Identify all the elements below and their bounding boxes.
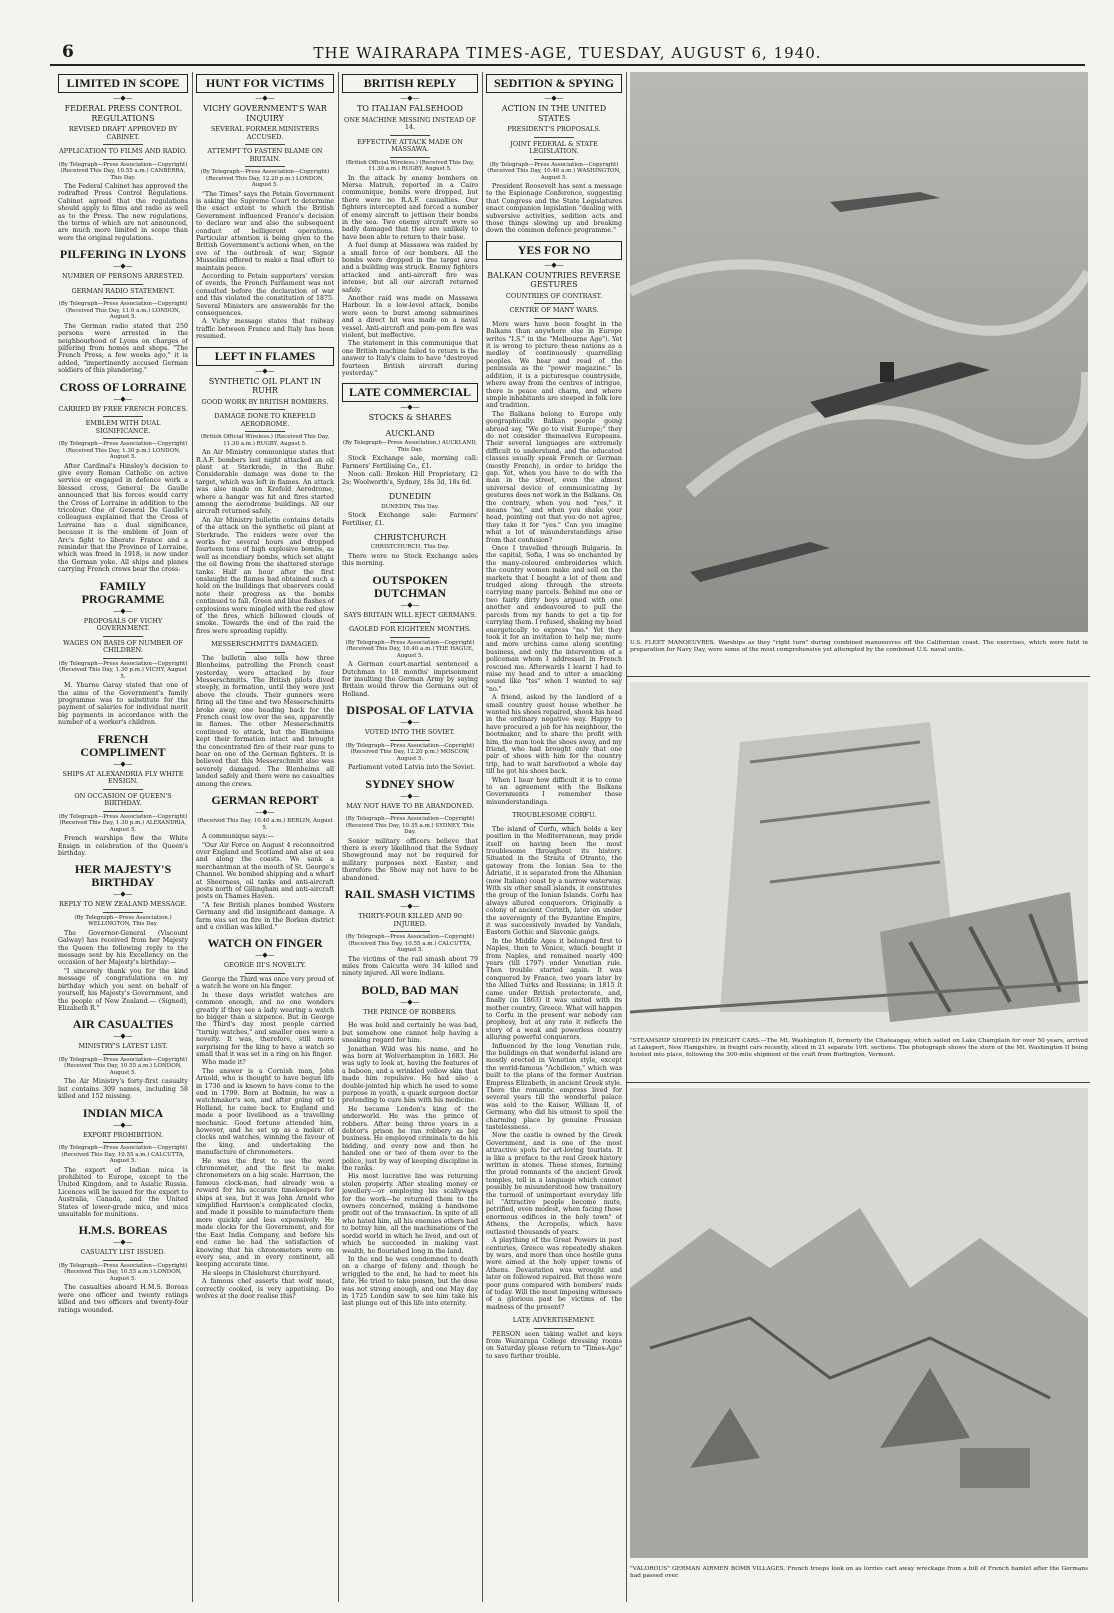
article-body bbox=[486, 321, 622, 806]
article-paragraph: The Air Ministry's forty-first casualty list contains 309 names, including 58 killed and 152 missing. bbox=[58, 1078, 188, 1101]
article-credit: (By Telegraph—Press Association—Copyright) (Received This Day, 10.35 a.m.) SYDNEY, This Day. bbox=[345, 816, 475, 836]
article-deck: THIRTY-FOUR KILLED AND 90 INJURED. bbox=[358, 912, 462, 928]
article bbox=[58, 1224, 188, 1314]
photo-caption-fleet: U.S. FLEET MANOEUVRES. Warships as they "right turn" during combined manoeuvres off the Californian coast. The exercises, which were held in preparation for Navy Day, were some of the most comprehensive yet attempted by the combined U.S. naval units. bbox=[630, 640, 1088, 653]
article-paragraph: After Cardinal's Hinsley's decision to give every Roman Catholic on active service or engaged in defence work a blessed cross, General De Gaulle announced that his forces would carry the Cross of Lorraine in addition to the tricolour. One of General De Gaulle's colleagues explained that the Cross of Lorraine has a dual significance, because it is the emblem of Joan of Arc's fight to liberate France and a reminder that the Province of Lorraine, which was freed in 1918, is now under the German yoke. All ships and planes carrying French crews bear the cross. bbox=[58, 462, 188, 574]
article-deck: APPLICATION TO FILMS AND RADIO. bbox=[59, 147, 187, 155]
article-body bbox=[342, 764, 478, 771]
thin-rule bbox=[534, 318, 574, 319]
article-deck: COUNTRIES OF CONTRAST. bbox=[505, 291, 603, 300]
article-deck: SHIPS AT ALEXANDRIA FLY WHITE ENSIGN. bbox=[62, 769, 184, 786]
thin-rule bbox=[390, 813, 430, 814]
article-deck: PROPOSALS OF VICHY GOVERNMENT. bbox=[83, 616, 163, 633]
article-deck: SAYS BRITAIN WILL EJECT GERMANS. bbox=[343, 610, 477, 619]
article-deck: GERMAN RADIO STATEMENT. bbox=[71, 286, 175, 295]
article-headline: FAMILY PROGRAMME bbox=[81, 578, 165, 606]
article-headline: HER MAJESTY'S BIRTHDAY bbox=[74, 862, 172, 890]
ornament-divider: —◆— bbox=[400, 997, 420, 1006]
article-paragraph: He became London's king of the underworld. He was the prince of robbers. After being three years in a debtor's prison he ran robbery as big business. He employed criminals to do his bidding, and every now and then he handed one or two of them over to the police, just by way of keeping discipline in the ranks. bbox=[342, 1105, 478, 1173]
article-body bbox=[486, 826, 622, 1311]
article-body bbox=[58, 1167, 188, 1219]
photo-fleet-manoeuvres bbox=[630, 72, 1088, 632]
article-deck: MESSERSCHMITTS DAMAGED. bbox=[211, 640, 319, 649]
ornament-divider: —◆— bbox=[255, 808, 275, 817]
thin-rule bbox=[534, 823, 574, 824]
article-paragraph: When I hear how difficult it is to come to an agreement with the Balkans Governments I remember these misunderstandings. bbox=[486, 776, 622, 806]
ornament-divider: —◆— bbox=[113, 1120, 133, 1129]
article bbox=[58, 1107, 188, 1219]
article-paragraph: Another raid was made on Massawa Harbour. In a low-level attack, bombs were seen to burst among submarines and a direct hit was made on a naval vessel. Anti-aircraft and pom-pom fire was violent, but ineffective. bbox=[342, 295, 478, 340]
article-credit: (Received This Day, 10.40 a.m.) BERLIN, August 5. bbox=[197, 818, 333, 831]
article bbox=[58, 248, 188, 374]
article-credit: (By Telegraph—Press Association—Copyright) (Received This Day, 10.55 a.m.) LONDON, August 5. bbox=[58, 1262, 188, 1282]
article-headline: LATE COMMERCIAL bbox=[342, 383, 478, 402]
masthead bbox=[50, 40, 1085, 66]
thin-rule bbox=[390, 931, 430, 932]
article-paragraph: The Balkans belong to Europe only geographically. Balkan people going abroad say, "We go to visit Europe;" they do not consider themselves Europeans. Their several languages are extremely difficult to understand, and the educated classes usually speak French or German (mostly French), in order to bridge the gap. Yet, when you have to do with the man in the street, even the almost universal device of communicating by gestures does not work in the Balkans. On the contrary, when you nod "yes," it means "no," and when you shake your head, pointing out that you do not agree, they take it for "yes." Can you imagine what a lot of misunderstandings arise from that confusion? bbox=[486, 410, 622, 544]
article-credit: (By Telegraph—Press Association—Copyright) (Received This Day, 1.30 p.m.) LONDON, August 5. bbox=[58, 441, 188, 461]
article-body bbox=[58, 930, 188, 1012]
article-headline: WATCH ON FINGER bbox=[207, 936, 323, 951]
article-body bbox=[342, 1022, 478, 1307]
article-deck: ONE MACHINE MISSING INSTEAD OF 14. bbox=[343, 115, 476, 131]
article bbox=[486, 74, 622, 235]
article-paragraph: In the Middle Ages it belonged first to Naples, then to Venice, which bought it from Naples, and remained nearly 400 years (till 1797) under Venetian rule. Then trouble started again. It was conquered by France, two years later by the Allied Turks and Russians; in 1815 it came under British protectorate, and, finally (in 1863) it was united with its mother country, Greece. What will happen to Corfu in the present war nobody can prophesy, but at any rate it reflects the story of a weak and powerless country alluring powerful conquerors. bbox=[486, 937, 622, 1042]
article bbox=[342, 533, 478, 568]
article-headline: RAIL SMASH VICTIMS bbox=[344, 887, 476, 902]
article-body bbox=[196, 833, 334, 931]
article bbox=[58, 580, 188, 727]
article-paragraph: An Air Ministry communique states that R.A.F. bombers last night attacked an oil plant at Sterkrade, in the Ruhr. Considerable damage was done to the target, which was left in flames. An attack was also made on Krefeld Aerodrome, where a hangar was hit and fires started among the aerodrome buildings. All our aircraft returned safely. bbox=[196, 449, 334, 516]
article-deck: CARRIED BY FREE FRENCH FORCES. bbox=[58, 404, 188, 413]
article-paragraph: Stock Exchange sale, morning call: Farmers' Fertilising Co., £1. bbox=[342, 455, 478, 470]
article-paragraph: A communique says:— bbox=[202, 833, 274, 841]
article-deck: LATE ADVERTISEMENT. bbox=[512, 1316, 596, 1325]
article bbox=[58, 1018, 188, 1100]
photo-steamship bbox=[630, 682, 1088, 1032]
article-paragraph: The Federal Cabinet has approved the redrafted Press Control Regulations. Cabinet agreed that the regulations should apply to films and radio as well as to the Press. The new regulations, the terms of which are not announced, are much more limited in scope than were the original regulations. bbox=[58, 183, 188, 242]
article-subhead: STOCKS & SHARES bbox=[368, 413, 452, 423]
article-headline: PILFERING IN LYONS bbox=[59, 247, 187, 262]
article-deck: TROUBLESOME CORFU. bbox=[512, 811, 596, 820]
article-subhead: VICHY GOVERNMENT'S WAR INQUIRY bbox=[203, 104, 327, 123]
article-paragraph: "Our Air Force on August 4 reconnoitred over England and Scotland and also at sea and along the coasts. We sank a merchantman at the mouth of St. George's Channel. We bombed shipping and a wharf at Sheerness, oil tanks and anti-aircraft posts north of Gillingham and anti-aircraft posts on Thames Haven. bbox=[196, 841, 334, 901]
article-credit: (By Telegraph—Press Association—Copyright) (Received This Day, 11.0 a.m.) LONDON, August 5. bbox=[58, 301, 188, 321]
article bbox=[486, 1317, 622, 1360]
article-headline: SEDITION & SPYING bbox=[486, 74, 622, 93]
ornament-divider: —◆— bbox=[255, 94, 275, 102]
ornament-divider: —◆— bbox=[400, 600, 420, 609]
article bbox=[196, 641, 334, 788]
ornament-divider: —◆— bbox=[544, 260, 564, 269]
article-paragraph: Now the castle is owned by the Greek Government, and is one of the most attractive spots for art-loving tourists. It is like a preface to the real Greek history written in stones. These stones, forming the proud remnants of the ancient Greek temples, tell in a language which cannot possibly be misunderstood how transitory the turmoil of unimportant everyday life is! "Attractive people become mute, petrified, even modest, when facing those enormous edifices in the holy town" of Athens, the Acropolis, which have outlasted thousands of years. bbox=[486, 1132, 622, 1236]
article-credit: (By Telegraph—Press Association—Copyright) (Received This Day, 1.30 p.m.) ALEXANDRIA, August 5. bbox=[58, 813, 188, 833]
thin-rule bbox=[103, 811, 143, 812]
thin-rule bbox=[103, 658, 143, 659]
article-credit: (By Telegraph—Press Association.) WELLINGTON, This Day. bbox=[74, 914, 172, 928]
article-body bbox=[58, 682, 188, 726]
article-paragraph: The casualties aboard H.M.S. Boreas were one officer and twenty ratings killed and two officers and twenty-four ratings wounded. bbox=[58, 1284, 188, 1314]
article-body bbox=[196, 449, 334, 635]
article-paragraph: There were no Stock Exchange sales this morning. bbox=[342, 552, 478, 568]
article-deck: EFFECTIVE ATTACK MADE ON MASSAWA. bbox=[357, 137, 463, 153]
article bbox=[58, 74, 188, 242]
ornament-divider: —◆— bbox=[400, 791, 420, 800]
article bbox=[196, 74, 334, 341]
article-body bbox=[342, 956, 478, 978]
ornament-divider: —◆— bbox=[113, 94, 133, 102]
article-headline: FRENCH COMPLIMENT bbox=[80, 731, 166, 759]
article-paragraph: According to Petain supporters' version of events, the French Parliament was not consulted before the declaration of war and this violated the constitution of 1875. Several Ministers are answerable for the consequences. bbox=[196, 272, 334, 317]
article-body bbox=[58, 835, 188, 857]
article-headline: DISPOSAL OF LATVIA bbox=[346, 703, 474, 718]
article-body bbox=[58, 183, 188, 242]
article-paragraph: President Roosevelt has sent a message to the Espionage Conference, suggesting that Congress and the State Legislatures enact companion legislation "dealing with subversive activities, sedition acts and those things slowing up and breaking down the common defence programme." bbox=[486, 183, 622, 235]
article-headline: LIMITED IN SCOPE bbox=[58, 74, 188, 93]
article-credit: (By Telegraph—Press Association—Copyright) (Received This Day, 1.30 p.m.) VICHY, August 5. bbox=[58, 660, 188, 680]
article-deck: CENTRE OF MANY WARS. bbox=[509, 306, 599, 315]
column-rule bbox=[192, 72, 193, 1602]
article-headline: GERMAN REPORT bbox=[211, 793, 319, 808]
ornament-divider: —◆— bbox=[400, 902, 420, 911]
article-credit: (By Telegraph—Press Association—Copyright) (Received This Day, 12.20 p.m.) MOSCOW, August 5. bbox=[345, 742, 475, 762]
article-credit: (By Telegraph—Press Association—Copyright) (Received This Day, 10.55 a.m.) CALCUTTA, August 5. bbox=[345, 934, 475, 954]
article bbox=[342, 429, 478, 486]
article-credit: (By Telegraph—Press Association—Copyright) (Received This Day, 10.55 a.m.) CANBERRA, This Day. bbox=[58, 161, 188, 181]
article-paragraph: The victims of the rail smash about 79 miles from Calcutta were 34 killed and ninety injured. All were Indians. bbox=[342, 955, 478, 978]
thin-rule bbox=[245, 409, 285, 410]
article-paragraph: A fuel dump at Massawa was raided by a small force of our bombers. All the bombs were dropped in the target area and a building was struck. Enemy fighters attacked and anti-aircraft fire was intense, but all our aircraft returned safely. bbox=[342, 242, 478, 294]
article-paragraph: The German radio stated that 250 persons were arrested in the neighbourhood of Lyons on charges of pilfering from homes and shops. "The French Press, a few weeks ago," it is added, "impertinently accused German soldiers of this plundering." bbox=[58, 322, 188, 375]
article-body bbox=[342, 455, 478, 486]
article bbox=[342, 704, 478, 771]
ornament-divider: —◆— bbox=[113, 890, 133, 899]
article-paragraph: More wars have been fought in the Balkans than anywhere else in Europe writes "I.S." in the "Melbourne Age"). Yet it is wrong to picture these nations as a medley of continuously quarrelling peoples. We hear and read of the peninsula as the "power magazine." In addition, it is a picturesque countryside, where away from the centres of intrigue, there is peace and charm, and where simple inhabitants are steeped in folk lore and tradition. bbox=[486, 320, 622, 410]
article-paragraph: Jonathan Wild was his name, and he was born at Wolverhampton in 1683. He was ugly to look at, having the features of a baboon, and a wrinkled yellow skin that made him repulsive. He had also a double-jointed hip which he used to some purpose in youth, a quack surgeon doctor pretending to cure him with his medicine. bbox=[342, 1045, 478, 1105]
column-3 bbox=[342, 72, 478, 1602]
article-headline: BRITISH REPLY bbox=[342, 74, 478, 93]
article-deck: THE PRINCE OF ROBBERS. bbox=[363, 1007, 457, 1016]
article-paragraph: "I sincerely thank you for the kind message of congratulations on my birthday which you sent on behalf of yourself, his Majesty's Government, and the people of New Zealand.— (Signed), Elizabeth R." bbox=[58, 967, 188, 1012]
article-headline: YES FOR NO bbox=[486, 241, 622, 260]
article bbox=[342, 778, 478, 882]
article-deck: JOINT FEDERAL & STATE LEGISLATION. bbox=[510, 139, 598, 155]
thin-rule bbox=[245, 431, 285, 432]
article bbox=[196, 794, 334, 931]
article-paragraph: A friend, asked by the landlord of a small country guest house whether he wanted his shoes repaired, shook his head in the ordinary negative way. Happy to have procured a job for his neighbour, the bootmaker, and to share the profit with him, the man took the shoes away, and my friend, who had brought only that one pair of shoes with him for the country trip, had to wait barefooted a whole day till he got his shoes back. bbox=[486, 694, 622, 776]
thin-rule bbox=[390, 740, 430, 741]
thin-rule bbox=[245, 652, 285, 653]
article bbox=[342, 574, 478, 699]
ornament-divider: —◆— bbox=[400, 94, 420, 102]
article-paragraph: M. Ybarne Garay stated that one of the aims of the Government's family programme was to substitute for the payment of salaries for individual merit big payments in accordance with the number of a worker's children. bbox=[58, 682, 188, 727]
article-body bbox=[486, 183, 622, 235]
thin-rule bbox=[103, 1260, 143, 1261]
ornament-divider: —◆— bbox=[113, 394, 133, 403]
article bbox=[342, 74, 478, 377]
article-paragraph: A German court-martial sentenced a Dutchman to 18 months' imprisonment for insulting the German Army by saying Britain would throw the Germans out of Holland. bbox=[342, 661, 478, 698]
article-paragraph: PERSON seen taking wallet and keys from Wairarapa College dressing rooms on Saturday please return to "Times-Age" to save further trouble. bbox=[486, 1330, 622, 1360]
article-headline: CROSS OF LORRAINE bbox=[59, 379, 187, 394]
article-subhead: AUCKLAND bbox=[385, 428, 435, 438]
article-paragraph: Noon call: Broken Hill Proprietary, £2 2s; Woolworth's, Sydney, 18s 3d, 18s 6d. bbox=[342, 471, 478, 486]
thin-rule bbox=[103, 159, 143, 160]
photo-caption-villages: "VALOROUS" GERMAN AIRMEN BOMB VILLAGES. French troops look on as lorries cart away wreckage from a bill of French hamlet after the Germans had passed over. bbox=[630, 1566, 1088, 1579]
article-deck: MAY NOT HAVE TO BE ABANDONED. bbox=[346, 801, 474, 810]
article-headline: INDIAN MICA bbox=[82, 1105, 164, 1120]
article bbox=[58, 381, 188, 574]
article-deck: SEVERAL FORMER MINISTERS ACCUSED. bbox=[210, 125, 320, 141]
article-credit: (By Telegraph—Press Association—Copyright) (Received This Day, 10.40 a.m.) THE HAGUE, August 5. bbox=[345, 639, 475, 659]
article-body bbox=[342, 175, 478, 378]
article-credit: (By Telegraph—Press Association—Copyright) (Received This Day, 10.55 a.m.) LONDON, August 5. bbox=[58, 1056, 188, 1076]
article bbox=[342, 383, 478, 423]
photo-bombed-village bbox=[630, 1088, 1088, 1558]
thin-rule bbox=[245, 973, 285, 974]
article-subhead: CHRISTCHURCH bbox=[373, 532, 447, 542]
article-paragraph: The statement in this communique that one British machine failed to return is the answer to Italy's claim to have "destroyed fourteen British aircraft during yesterday." bbox=[342, 340, 478, 378]
article-paragraph: The export of Indian mica is prohibited to Europe, except to the United Kingdom, and to Asiatic Russia. Licences will be issued for the export to Australia, Canada, and the United States of lower-grade mica, and mica unsuitable for munitions. bbox=[58, 1166, 188, 1218]
article-body bbox=[58, 323, 188, 375]
article bbox=[486, 812, 622, 1311]
article-deck: ATTEMPT TO FASTEN BLAME ON BRITAIN. bbox=[207, 147, 323, 163]
ornament-divider: —◆— bbox=[113, 759, 133, 768]
ornament-divider: —◆— bbox=[400, 403, 420, 412]
article-headline: SYDNEY SHOW bbox=[365, 776, 455, 791]
article-headline: OUTSPOKEN DUTCHMAN bbox=[372, 572, 448, 600]
thin-rule bbox=[103, 912, 143, 913]
article-credit: (British Official Wireless.) (Received This Day, 11.30 a.m.) RUGBY, August 5. bbox=[200, 434, 330, 447]
column-1 bbox=[58, 72, 188, 1602]
article-paragraph: Who made it? bbox=[202, 1059, 246, 1067]
article-deck: EMBLEM WITH DUAL SIGNIFICANCE. bbox=[85, 419, 161, 435]
article bbox=[342, 492, 478, 527]
article-paragraph: The bulletin also tells how three Blenheims, patrolling the French coast yesterday, were attacked by four Messerschmitts. The British pilots dived steeply, in formation, until they were just above the clouds. Their gunners were firing all the time and two Messerschmitts broke away, one heading back for the French coast low over the sea, apparently in flames. The other Messerschmitts continued to attack, but the Blenheims kept their formation intact and brought the concentrated fire of their rear guns to bear on one of the German fighters. It is believed that this Messerschmitt also was severely damaged. The Blenheims all landed safely and there were no casualties among the crews. bbox=[196, 654, 334, 788]
column-rule bbox=[626, 72, 627, 1602]
article-deck: GAOLED FOR EIGHTEEN MONTHS. bbox=[348, 625, 472, 634]
article-body bbox=[342, 661, 478, 698]
article-paragraph: Once I travelled through Bulgaria. In the capital, Sofia, I was so enchanted by the many-coloured embroideries which the country women make and sell on the markets that I bought a lot of them and trudged along through the streets carrying many parcels. Behind me one or two fairly dirty boys argued with one another and endeavoured to pull the parcels from my hands to get a tip for carrying them. I refused, shaking my head energetically to express "no." Yet they took it for an invitation to help me; more and more urchins came along scenting business, and only the intervention of a policeman whom I addressed in French rescued me. Afterwards I learnt I had to raise my head and to utter a smacking sound like "tss" when I wanted to say "no." bbox=[486, 545, 622, 693]
thin-rule bbox=[534, 1328, 574, 1329]
article-deck: EXPORT PROHIBITION. bbox=[82, 1130, 163, 1139]
article-paragraph: He was the first to use the word chronometer, and the first to make chronometers on a big scale. Harrison, the famous clock-man, had already won a reward for his accurate timekeepers for ships at sea, but it was John Arnold who simplified Harrison's complicated clocks, and made it possible to manufacture them more quickly and less expensively. He made clocks for the Government, and for the East India Company, and before his end came he had the satisfaction of knowing that his chronometers were on every sea, and in every continent, all keeping accurate time. bbox=[196, 1157, 334, 1269]
thin-rule bbox=[390, 622, 430, 623]
section-rule bbox=[626, 1082, 1090, 1083]
article-body bbox=[58, 1078, 188, 1100]
article-body bbox=[58, 463, 188, 574]
thin-rule bbox=[534, 303, 574, 304]
article-paragraph: He was bold and certainly he was bad, but somehow one cannot help having a sneaking regard for him. bbox=[342, 1022, 478, 1045]
article bbox=[342, 984, 478, 1308]
thin-rule bbox=[103, 636, 143, 637]
article-deck: CASUALTY LIST ISSUED. bbox=[80, 1248, 166, 1257]
thin-rule bbox=[245, 166, 285, 167]
article-deck: GEORGE III'S NOVELTY. bbox=[223, 961, 307, 970]
thin-rule bbox=[390, 1019, 430, 1020]
article-paragraph: Senior military officers believe that there is every likelihood that the Sydney Showground may not be required for military purposes next Easter, and therefore the Show may not have to be abandoned. bbox=[342, 837, 478, 882]
article-subhead: ACTION IN THE UNITED STATES bbox=[501, 104, 607, 123]
article-subhead: SYNTHETIC OIL PLANT IN RUHR bbox=[208, 376, 322, 396]
ornament-divider: —◆— bbox=[400, 718, 420, 727]
column-rule bbox=[338, 72, 339, 1602]
thin-rule bbox=[103, 284, 143, 285]
article-subhead: FEDERAL PRESS CONTROL REGULATIONS bbox=[64, 104, 182, 123]
article-deck: GOOD WORK BY BRITISH BOMBERS. bbox=[201, 397, 329, 406]
article bbox=[58, 733, 188, 858]
article bbox=[196, 937, 334, 1300]
article-body bbox=[342, 838, 478, 882]
article-paragraph: The answer is a Cornish man, John Arnold, who is thought to have begun life in 1736 and is known to have come to the end in 1799. Born at Bodmin, he was a watchmaker's son, and after going off to Holland, he came back to England and made a poor livelihood as a travelling mechanic. Good fortune attended him, however, and he set up as a maker of clocks and watches, winning the favour of the king, and undertaking the manufacture of chronometers. bbox=[196, 1067, 334, 1157]
photo-caption-steamship: "STEAMSHIP SHIPPED IN FREIGHT CARS.—The Mt. Washington II, formerly the Chateaugay, which sailed on Lake Champlain for over 50 years, arrived at Lakeport, New Hampshire, in freight cars recently, sliced in 21 separate 10ft. sections. The photograph shows the stern of the Mt. Washington II being hoisted into place, following the 300-mile shipment of the craft from Burlington, Vermont. bbox=[630, 1038, 1088, 1058]
article-headline: AIR CASUALTIES bbox=[72, 1017, 174, 1032]
article-subhead: DUNEDIN bbox=[388, 492, 432, 502]
ornament-divider: —◆— bbox=[113, 606, 133, 615]
section-rule bbox=[626, 676, 1090, 677]
article-paragraph: Parliament voted Latvia into the Soviet. bbox=[348, 764, 475, 772]
thin-rule bbox=[103, 298, 143, 299]
thin-rule bbox=[103, 416, 143, 417]
article bbox=[486, 241, 622, 806]
article-paragraph: A plaything of the Great Powers in past centuries, Greece was repeatedly shaken by wars, and more than once hostile guns were aimed at the holy upper towns of Athens. Devastation was wrought and later on followed repaired. But those were poor guns compared with bombers' raids of today. Will the most imposing witnesses of a glorious past be victims of the madness of the present? bbox=[486, 1237, 622, 1311]
thin-rule bbox=[390, 637, 430, 638]
article bbox=[196, 347, 334, 636]
article-body bbox=[342, 512, 478, 527]
article-credit: CHRISTCHURCH, This Day. bbox=[370, 544, 450, 551]
article-paragraph: In the end he was condemned to death on a charge of felony and though he wriggled to the end, he had to meet his fate. He tried to take poison, but the dose was not strong enough, and one May day in 1725 London saw to see him take his last plunge out of this life into eternity. bbox=[342, 1255, 478, 1308]
thin-rule bbox=[103, 438, 143, 439]
thin-rule bbox=[390, 157, 430, 158]
article-paragraph: In the attack by enemy bombers on Mersa Matruh, reported in a Cairo communique, bombs were dropped, but there were no R.A.F. casualties. Our fighters intercepted and forced a number of enemy aircraft to jettison their bombs in the sea. Two enemy aircraft were so badly damaged that they are unlikely to have been able to return to their base. bbox=[342, 174, 478, 241]
article-credit: (By Telegraph—Press Association—Copyright) (Received This Day, 10.55 a.m.) CALCUTTA, August 5. bbox=[58, 1145, 188, 1165]
article-paragraph: An Air Ministry bulletin contains details of the attack on the synthetic oil plant at Sterkrade. The raiders were over the works for several hours and dropped fourteen tons of high explosive bombs, as well as incendiary bombs, which set alight the oil flowing from the shattered storage tanks. Half an hour after the first onslaught the flames had obtained such a hold on the buildings that observers could note their progress as the bombs continued to fall. Green and blue flashes of explosions were mingled with the red glow of the fires, which billowed clouds of smoke. Towards the end of the raid the fires were spreading rapidly. bbox=[196, 516, 334, 635]
article-deck: WAGES ON BASIS OF NUMBER OF CHILDREN. bbox=[63, 638, 183, 655]
article-deck: PRESIDENT'S PROPOSALS. bbox=[507, 125, 601, 133]
article-deck: ON OCCASION OF QUEEN'S BIRTHDAY. bbox=[74, 791, 172, 808]
article-body bbox=[58, 1284, 188, 1314]
article-deck: MINISTRY'S LATEST LIST. bbox=[78, 1042, 168, 1051]
article-paragraph: The Governor-General (Viscount Galway) has received from her Majesty the Queen the following reply to the message sent by his Excellency on the occasion of her Majesty's birthday:— bbox=[58, 929, 188, 967]
article-paragraph: Influenced by the long Venetian rule, the buildings on that wonderful island are mostly erected in Venetian style, except the world-famous "Achilleion," which was built to the plans of the former Austrian Empress Elizabeth, in ancient Greek style. There the romantic empress lived for several years till the wonderful palace was sold to the Kaiser, William II, of Germany, who did his utmost to spoil the charming place by genuine Prussian tastelessness. bbox=[486, 1042, 622, 1131]
thin-rule bbox=[534, 159, 574, 160]
article-credit: (By Telegraph—Press Association.) AUCKLAND, This Day. bbox=[342, 440, 478, 453]
article-body bbox=[196, 191, 334, 341]
article-paragraph: "A few British planes bombed Western Germany and did insignificant damage. A farm was set on fire in the Borken district and a civilian was killed." bbox=[196, 901, 334, 931]
ornament-divider: —◆— bbox=[255, 951, 275, 960]
article-paragraph: His most lucrative line was returning stolen property. After stealing money or jewellery—or employing his scallywags for the work—he returned them to the owners concerned, making a handsome profit out of the transaction. In spite of all who hated him, all his enemies others had to betray him, all the machinations of the sordid world in which he lived, and out of which he succeeded in making vast wealth, he flourished long in the land. bbox=[342, 1173, 478, 1255]
article-headline: HUNT FOR VICTIMS bbox=[196, 74, 334, 93]
thin-rule bbox=[103, 1054, 143, 1055]
thin-rule bbox=[245, 144, 285, 145]
thin-rule bbox=[103, 1142, 143, 1143]
article-subhead: TO ITALIAN FALSEHOOD bbox=[357, 104, 463, 113]
ornament-divider: —◆— bbox=[113, 262, 133, 271]
article-paragraph: The island of Corfu, which holds a key position in the Mediterranean, may pride itself on having been the most troublesome throughout its history. Situated in the Straits of Otranto, the gateway from the Ionian Sea to the Adriatic, it is separated from the Albanian (now Italian) coast by a narrow waterway. With six other small islands, it constitutes the group of the Ionian Islands. Corfu has always allured conquerors. Originally a colony of ancient Corinth, later on under the sovereignty of the Byzantine Empire, it was successively invaded by Vandals, Eastern Gothic and Slavonic gangs. bbox=[486, 825, 622, 937]
ornament-divider: —◆— bbox=[544, 94, 564, 102]
ornament-divider: —◆— bbox=[113, 1032, 133, 1041]
article-paragraph: "The Times" says the Petain Government is asking the Supreme Court to determine the exact extent to which the British Government influenced France's decision to declare war and also the subsequent conduct of belligerent operations. Particular attention is being given to the British Government's actions when, on the eve of the outbreak of war, Signor Mussolini offered to make a final effort to maintain peace. bbox=[196, 190, 334, 272]
newspaper-title: THE WAIRARAPA TIMES-AGE, TUESDAY, AUGUST 6, 1940. bbox=[313, 44, 822, 62]
article-paragraph: George the Third was once very proud of a watch he wore on his finger. bbox=[196, 975, 334, 991]
article-body bbox=[196, 976, 334, 1300]
article-headline: H.M.S. BOREAS bbox=[78, 1223, 168, 1238]
thin-rule bbox=[534, 137, 574, 138]
article-deck: REPLY TO NEW ZEALAND MESSAGE. bbox=[58, 900, 187, 909]
column-rule bbox=[482, 72, 483, 1602]
article-deck: NUMBER OF PERSONS ARRESTED. bbox=[61, 272, 184, 281]
article-paragraph: He sleeps in Chislehurst churchyard. bbox=[202, 1269, 321, 1277]
article-credit: (By Telegraph—Press Association—Copyright) (Received This Day, 10.40 a.m.) WASHINGTON, August 5. bbox=[487, 161, 621, 181]
article-headline: BOLD, BAD MAN bbox=[361, 982, 459, 997]
article-credit: DUNEDIN, This Day. bbox=[381, 503, 439, 510]
article-credit: (British Official Wireless.) (Received This Day, 11.30 a.m.) RUGBY, August 5. bbox=[345, 159, 475, 172]
page-number: 6 bbox=[62, 42, 74, 62]
article-deck: REVISED DRAFT APPROVED BY CABINET. bbox=[68, 125, 178, 141]
article bbox=[342, 888, 478, 978]
thin-rule bbox=[103, 789, 143, 790]
ornament-divider: —◆— bbox=[113, 1238, 133, 1247]
article-deck: DAMAGE DONE TO KREFELD AERODROME. bbox=[214, 412, 316, 428]
article-body bbox=[196, 655, 334, 788]
thin-rule bbox=[103, 144, 143, 145]
article bbox=[58, 863, 188, 1012]
column-2 bbox=[196, 72, 334, 1602]
article-paragraph: A famous chef asserts that wolf meat, correctly cooked, is very appetising. Do wolves at the door realise this? bbox=[196, 1278, 334, 1300]
article-paragraph: In these days wristlet watches are common enough, and no one wonders greatly if they see a lady wearing a watch no bigger than a sixpence. But in George the Third's day most people carried "turnip watches," and smaller ones were a novelty. It was, therefore, still more surprising for the king to have a watch so small that it was set in a ring on his finger. bbox=[196, 991, 334, 1058]
article-headline: LEFT IN FLAMES bbox=[196, 347, 334, 366]
article-deck: VOTED INTO THE SOVIET. bbox=[364, 728, 456, 737]
article-paragraph: Stock Exchange sale: Farmers' Fertiliser, £1. bbox=[342, 512, 478, 527]
ornament-divider: —◆— bbox=[255, 366, 275, 375]
article-paragraph: A Vichy message states that railway traffic between France and Italy has been resumed. bbox=[196, 318, 334, 341]
article-body bbox=[486, 1331, 622, 1361]
article-paragraph: French warships flew the White Ensign in celebration of the Queen's birthday. bbox=[58, 835, 188, 857]
article-credit: (By Telegraph—Press Association—Copyright) (Received This Day, 12.20 p.m.) LONDON, August 5. bbox=[200, 169, 330, 188]
thin-rule bbox=[390, 135, 430, 136]
column-4 bbox=[486, 72, 622, 1602]
article-subhead: BALKAN COUNTRIES REVERSE GESTURES bbox=[487, 270, 621, 290]
article-body bbox=[342, 553, 478, 568]
